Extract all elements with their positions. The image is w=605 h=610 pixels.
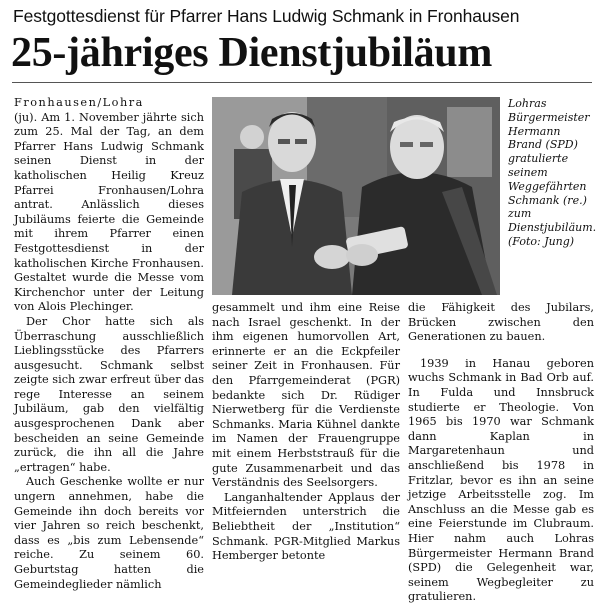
kicker-line: Festgottesdienst für Pfarrer Hans Ludwig Schmank in Fronhausen xyxy=(13,6,520,26)
paragraph: Der Chor hatte sich als Überraschung ausschließlich Lieblingsstücke des Pfarrers ausgesucht. Schmank selbst zeigte sich zwar erfreut über das rege Interesse an seinem Jubiläum, gab den vielfältig ausgesprochenen Dank aber bescheiden an seine Gemeinde zurück, die ihn all die Jahre „ertragen“ habe. xyxy=(14,314,204,474)
column-right xyxy=(408,301,594,605)
headline: 25-jähriges Dienstjubiläum xyxy=(11,30,493,76)
photo-caption: Lohras Bürgermeister Hermann Brand (SPD) gratulierte seinem Weggefährten Schmank (re.) zum Dienstjubiläum. (Foto: Jung) xyxy=(508,97,597,248)
paragraph: Auch Geschenke wollte er nur ungern annehmen, habe die Gemeinde ihn doch bereits vor vier Jahren so reich beschenkt, dass es „bis zum Lebensende“ reiche. Zu seinem 60. Geburtstag hatten die Gemeindeglieder nämlich xyxy=(14,475,204,591)
lead-paragraph xyxy=(14,96,204,315)
news-photo xyxy=(212,97,500,295)
paragraph: 1939 in Hanau geboren wuchs Schmank in Bad Orb auf. In Fulda und Innsbruck studierte er Theologie. Von 1965 bis 1970 war Schmank dann Kaplan in Margaretenhaun und anschließend bis 1978 in Fritzlar, bevor es ihn an seine jetzige Arbeitsstelle zog. Im Anschluss an die Messe gab es eine Feierstunde im Clubraum. Hier nahm auch Lohras Bürgermeister Hermann Brand (SPD) die Gelegenheit war, seinem Wegbegleiter zu gratulieren. xyxy=(408,356,594,604)
lead-text: (ju). Am 1. November jährte sich zum 25. Mal der Tag, an dem Pfarrer Hans Ludwig Schmank seinen Dienst in der katholischen Heilig Kreuz Pfarrei Fronhausen/Lohra antrat. Anlässlich dieses Jubiläums feierte die Gemeinde mit ihrem Pfarrer einen Festgottesdienst in der katholischen Kirche Fronhausen. Gestaltet wurde die Messe vom Kirchenchor unter der Leitung von Alois Plechinger. xyxy=(14,110,204,314)
column-left xyxy=(14,96,204,592)
paragraph: gesammelt und ihm eine Reise nach Israel geschenkt. In der ihm eigenen humorvollen Art, erinnerte er an die Eckpfeiler seiner Zeit in Fronhausen. Für den Pfarrgemeinderat (PGR) bedankte sich Dr. Rüdiger Nierwetberg für die Verdienste Schmanks. Maria Kühnel dankte im Namen der Frauengruppe mit einem Herbststrauß für die gute Zusammenarbeit und das Verständnis des Seelsorgers. xyxy=(212,301,400,490)
column-middle xyxy=(212,301,400,564)
photo-handshake-icon xyxy=(212,97,500,295)
dateline: Fronhausen/Lohra xyxy=(14,96,144,109)
paragraph: Langanhaltender Applaus der Mitfeiernden unterstrich die Beliebtheit der „Institution“ Schmank. PGR-Mitglied Markus Hemberger betonte xyxy=(212,490,400,563)
divider xyxy=(12,82,592,83)
paragraph: die Fähigkeit des Jubilars, Brücken zwischen den Generationen zu bauen. xyxy=(408,301,594,344)
